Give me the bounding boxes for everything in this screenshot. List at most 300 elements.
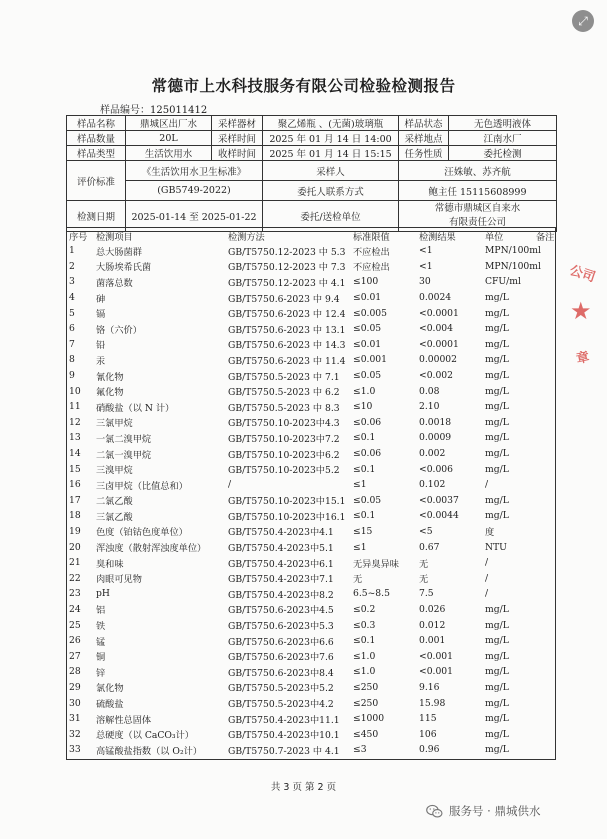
remark: [534, 633, 555, 649]
standard-limit: ≤0.1: [353, 432, 376, 444]
unit: mg/L: [485, 666, 509, 678]
row-number: 13: [69, 432, 81, 444]
standard-limit: 6.5~8.5: [353, 588, 390, 600]
results-header: [67, 228, 555, 243]
row-number: 27: [69, 650, 81, 662]
test-method: GB/T5750.6-2023 中 14.3: [228, 340, 346, 352]
row-number: 29: [69, 681, 81, 693]
test-method: GB/T5750.12-2023 中 7.3: [228, 262, 346, 274]
row-number: 16: [69, 479, 81, 491]
row-number: 23: [69, 588, 81, 600]
test-method: GB/T5750.7-2023 中 4.1: [228, 745, 340, 757]
unit: mg/L: [485, 385, 509, 397]
standard-limit: ≤1.0: [353, 666, 376, 678]
test-method: GB/T5750.4-2023中8.2: [228, 589, 334, 601]
unit: mg/L: [485, 494, 509, 506]
table-row: [67, 555, 555, 571]
unit: mg/L: [485, 650, 509, 662]
standard-limit: 无: [353, 574, 363, 586]
test-method: GB/T5750.6-2023中4.5: [228, 605, 334, 617]
unit: mg/L: [485, 292, 509, 304]
test-item: 总大肠菌群: [96, 246, 142, 258]
table-row: [67, 633, 555, 649]
row-number: 14: [69, 448, 81, 460]
test-result: 0.08: [419, 385, 440, 397]
table-row: [67, 274, 555, 290]
info-row: [67, 131, 557, 146]
red-seal-stamp: [560, 255, 607, 385]
info-value: 汪姝敏、苏齐航: [399, 161, 557, 181]
info-label: 采样器材: [212, 116, 263, 131]
test-item: 三卤甲烷（比值总和）: [96, 480, 188, 492]
info-label: 评价标准: [67, 161, 126, 201]
standard-limit: ≤250: [353, 681, 379, 693]
remark: [534, 742, 555, 758]
table-row: [67, 368, 555, 384]
test-method: GB/T5750.6-2023 中 13.1: [228, 324, 346, 336]
standard-limit: ≤0.05: [353, 494, 382, 506]
standard-limit: ≤0.05: [353, 370, 382, 382]
remark: [534, 680, 555, 696]
test-method: GB/T5750.6-2023中8.4: [228, 667, 334, 679]
table-row: [67, 742, 555, 758]
test-method: GB/T5750.4-2023中4.1: [228, 527, 334, 539]
standard-limit: ≤0.1: [353, 635, 376, 647]
table-row: [67, 617, 555, 633]
remark: [534, 726, 555, 742]
sample-info-table: [66, 115, 557, 232]
info-label: 检测日期: [67, 201, 126, 232]
test-item: 铁: [96, 621, 106, 633]
test-method: GB/T5750.10-2023中4.3: [228, 418, 340, 430]
test-item: 臭和味: [96, 558, 124, 570]
info-value: (GB5749-2022): [126, 181, 263, 201]
info-row: [67, 161, 557, 181]
test-method: GB/T5750.12-2023 中 4.1: [228, 277, 346, 289]
remark: [534, 415, 555, 431]
test-result: 0.67: [419, 541, 440, 553]
test-item: 肉眼可见物: [96, 574, 142, 586]
remark: [534, 602, 555, 618]
standard-limit: ≤3: [353, 744, 367, 756]
unit: /: [485, 479, 489, 491]
info-label: 样品状态: [399, 116, 449, 131]
page-footer: 共 3 页 第 2 页: [270, 782, 337, 793]
test-result: 0.002: [419, 448, 446, 460]
remark: [534, 290, 555, 306]
test-method: GB/T5750.4-2023中6.1: [228, 558, 334, 570]
table-row: [67, 259, 555, 275]
table-row: [67, 524, 555, 540]
test-method: /: [228, 479, 232, 491]
table-row: [67, 711, 555, 727]
remark: [534, 399, 555, 415]
wechat-icon: [426, 804, 443, 819]
remark: [534, 524, 555, 540]
info-label: 委托/送检单位: [263, 201, 399, 232]
row-number: 24: [69, 603, 81, 615]
results-body: [67, 243, 555, 758]
row-number: 32: [69, 728, 81, 740]
info-value: 生活饮用水: [126, 146, 212, 161]
row-number: 8: [69, 354, 75, 366]
row-number: 17: [69, 494, 81, 506]
test-result: <0.0044: [419, 510, 459, 522]
standard-limit: ≤100: [353, 276, 379, 288]
info-row: [67, 146, 557, 161]
test-result: <0.0001: [419, 338, 459, 350]
info-label: 采样人: [263, 161, 399, 181]
table-row: [67, 399, 555, 415]
remark: [534, 321, 555, 337]
table-row: [67, 430, 555, 446]
row-number: 25: [69, 619, 81, 631]
client-name-line1: 常德市鼎城区自来水: [434, 203, 521, 214]
unit: MPN/100ml: [485, 260, 541, 272]
test-item: 菌落总数: [96, 277, 133, 289]
test-item: 锌: [96, 667, 106, 679]
row-number: 9: [69, 370, 75, 382]
row-number: 4: [69, 292, 75, 304]
test-result: <0.002: [419, 370, 454, 382]
test-result: 15.98: [419, 697, 446, 709]
standard-limit: 不应检出: [353, 262, 390, 274]
row-number: 33: [69, 744, 81, 756]
test-method: GB/T5750.6-2023中6.6: [228, 636, 334, 648]
row-number: 1: [69, 245, 75, 257]
info-row: [67, 116, 557, 131]
table-row: [67, 337, 555, 353]
test-item: pH: [96, 588, 110, 600]
results-table: [67, 228, 555, 758]
test-result: <0.0001: [419, 307, 459, 319]
col-header: 备注: [536, 231, 555, 243]
row-number: 20: [69, 541, 81, 553]
unit: mg/L: [485, 635, 509, 647]
sample-number: 样品编号：125011412: [100, 105, 208, 116]
test-method: GB/T5750.10-2023中5.2: [228, 465, 340, 477]
table-row: [67, 539, 555, 555]
test-item: 高锰酸盐指数（以 O₂计）: [96, 745, 203, 757]
test-method: GB/T5750.5-2023 中 7.1: [228, 371, 340, 383]
test-method: GB/T5750.5-2023 中 6.2: [228, 387, 340, 399]
standard-limit: ≤0.3: [353, 619, 376, 631]
test-item: 氯化物: [96, 683, 124, 695]
standard-limit: ≤450: [353, 728, 379, 740]
test-method: GB/T5750.5-2023中4.2: [228, 699, 334, 711]
standard-limit: ≤0.1: [353, 510, 376, 522]
row-number: 3: [69, 276, 75, 288]
client-name-line2: 有限责任公司: [448, 217, 506, 228]
row-number: 5: [69, 307, 75, 319]
test-method: GB/T5750.6-2023 中 11.4: [228, 355, 346, 367]
standard-limit: ≤0.06: [353, 416, 382, 428]
info-label: 收样时间: [212, 146, 263, 161]
unit: mg/L: [485, 307, 509, 319]
test-item: 二氯一溴甲烷: [96, 449, 152, 461]
test-method: GB/T5750.4-2023中5.1: [228, 543, 334, 555]
stamp-text: 章: [574, 349, 591, 368]
test-result: 无: [419, 574, 429, 586]
row-number: 26: [69, 635, 81, 647]
col-header: 序号: [69, 231, 88, 243]
test-method: GB/T5750.6-2023中5.3: [228, 621, 334, 633]
test-result: 无: [419, 558, 429, 570]
unit: /: [485, 588, 489, 600]
table-row: [67, 461, 555, 477]
unit: mg/L: [485, 619, 509, 631]
unit: MPN/100ml: [485, 245, 541, 257]
info-label: 任务性质: [399, 146, 449, 161]
col-header: 检测结果: [419, 231, 456, 243]
row-number: 7: [69, 338, 75, 350]
unit: mg/L: [485, 338, 509, 350]
unit: mg/L: [485, 401, 509, 413]
test-method: GB/T5750.10-2023中15.1: [228, 496, 346, 508]
test-item: 镉: [96, 309, 106, 321]
test-result: <5: [419, 525, 433, 537]
test-result: 0.0018: [419, 416, 452, 428]
test-method: GB/T5750.6-2023 中 12.4: [228, 309, 346, 321]
remark: [534, 493, 555, 509]
test-item: 三溴甲烷: [96, 465, 133, 477]
info-value: 《生活饮用水卫生标准》: [126, 161, 263, 181]
standard-limit: ≤250: [353, 697, 379, 709]
table-row: [67, 477, 555, 493]
unit: mg/L: [485, 713, 509, 725]
test-item: 硝酸盐（以 N 计）: [96, 402, 175, 414]
row-number: 6: [69, 323, 75, 335]
test-result: 0.00002: [419, 354, 457, 366]
col-header: 单位: [485, 231, 504, 243]
test-result: 7.5: [419, 588, 434, 600]
unit: CFU/ml: [485, 276, 521, 288]
row-number: 18: [69, 510, 81, 522]
table-row: [67, 508, 555, 524]
test-item: 锰: [96, 636, 106, 648]
test-result: 106: [419, 728, 437, 740]
unit: mg/L: [485, 697, 509, 709]
unit: mg/L: [485, 416, 509, 428]
remark: [534, 352, 555, 368]
table-row: [67, 586, 555, 602]
results-table-frame: [66, 227, 556, 760]
test-item: 氟化物: [96, 387, 124, 399]
standard-limit: ≤0.001: [353, 354, 388, 366]
table-row: [67, 570, 555, 586]
test-result: 0.001: [419, 635, 446, 647]
table-row: [67, 664, 555, 680]
table-row: [67, 383, 555, 399]
remark: [534, 508, 555, 524]
row-number: 15: [69, 463, 81, 475]
info-label: 委托人联系方式: [263, 181, 399, 201]
info-label: 采样时间: [212, 131, 263, 146]
remark: [534, 477, 555, 493]
test-method: GB/T5750.6-2023中7.6: [228, 652, 334, 664]
test-item: 二氯乙酸: [96, 496, 133, 508]
test-method: GB/T5750.10-2023中6.2: [228, 449, 340, 461]
unit: mg/L: [485, 323, 509, 335]
table-row: [67, 290, 555, 306]
test-item: 汞: [96, 355, 106, 367]
stamp-star: ★: [570, 297, 592, 325]
test-result: 115: [419, 713, 437, 725]
test-result: 0.96: [419, 744, 440, 756]
remark: [534, 430, 555, 446]
test-method: GB/T5750.6-2023 中 9.4: [228, 293, 340, 305]
test-method: GB/T5750.12-2023 中 5.3: [228, 246, 346, 258]
table-row: [67, 695, 555, 711]
info-value: 2025-01-14 至 2025-01-22: [126, 201, 263, 232]
test-item: 色度（铂钴色度单位）: [96, 527, 188, 539]
unit: mg/L: [485, 728, 509, 740]
info-label: 采样地点: [399, 131, 449, 146]
table-row: [67, 680, 555, 696]
row-number: 28: [69, 666, 81, 678]
remark: [534, 461, 555, 477]
table-row: [67, 726, 555, 742]
standard-limit: ≤0.06: [353, 448, 382, 460]
test-result: <0.004: [419, 323, 454, 335]
unit: mg/L: [485, 354, 509, 366]
expand-icon[interactable]: ⤢: [572, 10, 594, 32]
test-item: 铜: [96, 652, 106, 664]
remark: [534, 570, 555, 586]
standard-limit: ≤15: [353, 525, 373, 537]
remark: [534, 664, 555, 680]
test-result: 2.10: [419, 401, 440, 413]
standard-limit: ≤1000: [353, 713, 385, 725]
row-number: 19: [69, 525, 81, 537]
test-item: 三氯甲烷: [96, 418, 133, 430]
test-item: 铬（六价）: [96, 324, 142, 336]
unit: 度: [485, 527, 495, 539]
remark: [534, 617, 555, 633]
remark: [534, 368, 555, 384]
remark: [534, 337, 555, 353]
standard-limit: 无异臭异味: [353, 558, 399, 570]
test-result: 30: [419, 276, 431, 288]
table-row: [67, 321, 555, 337]
row-number: 2: [69, 260, 75, 272]
remark: [534, 305, 555, 321]
test-method: GB/T5750.5-2023中5.2: [228, 683, 334, 695]
info-row: [67, 181, 557, 201]
test-result: 0.012: [419, 619, 446, 631]
info-label: 样品数量: [67, 131, 126, 146]
test-result: 0.102: [419, 479, 446, 491]
remark: [534, 274, 555, 290]
test-result: 9.16: [419, 681, 440, 693]
test-item: 浑浊度（散射浑浊度单位）: [96, 543, 207, 555]
test-item: 砷: [96, 293, 106, 305]
table-row: [67, 648, 555, 664]
row-number: 31: [69, 713, 81, 725]
test-item: 铅: [96, 340, 106, 352]
standard-limit: ≤0.05: [353, 323, 382, 335]
test-result: <0.0037: [419, 494, 459, 506]
standard-limit: ≤1: [353, 541, 367, 553]
test-result: <1: [419, 245, 433, 257]
test-item: 一氯二溴甲烷: [96, 433, 152, 445]
info-value: 2025 年 01 月 14 日 14:00: [263, 131, 399, 146]
test-item: 铝: [96, 605, 106, 617]
col-header: 标准限值: [353, 231, 390, 243]
watermark-text: 服务号 · 鼎城供水: [449, 804, 541, 818]
standard-limit: ≤0.005: [353, 307, 388, 319]
test-result: <0.001: [419, 650, 454, 662]
wechat-watermark: [426, 803, 540, 819]
standard-limit: ≤1: [353, 479, 367, 491]
standard-limit: ≤0.2: [353, 603, 376, 615]
remark: [534, 383, 555, 399]
remark: [534, 586, 555, 602]
col-header: 检测方法: [228, 231, 265, 243]
test-result: 0.026: [419, 603, 446, 615]
info-value: 20L: [126, 131, 212, 146]
unit: /: [485, 572, 489, 584]
test-result: <1: [419, 260, 433, 272]
test-item: 三氯乙酸: [96, 511, 133, 523]
remark: [534, 555, 555, 571]
info-value: 2025 年 01 月 14 日 15:15: [263, 146, 399, 161]
row-number: 22: [69, 572, 81, 584]
test-method: GB/T5750.4-2023中11.1: [228, 714, 340, 726]
remark: [534, 711, 555, 727]
standard-limit: ≤1.0: [353, 650, 376, 662]
unit: mg/L: [485, 744, 509, 756]
test-item: 溶解性总固体: [96, 714, 152, 726]
stamp-text: 公司: [567, 263, 598, 286]
info-value: 江南水厂: [449, 131, 557, 146]
test-item: 大肠埃希氏菌: [96, 262, 152, 274]
col-header: 检测项目: [96, 231, 133, 243]
standard-limit: ≤10: [353, 401, 373, 413]
test-method: GB/T5750.10-2023中7.2: [228, 433, 340, 445]
test-method: GB/T5750.4-2023中7.1: [228, 574, 334, 586]
table-row: [67, 602, 555, 618]
row-number: 21: [69, 557, 81, 569]
test-method: GB/T5750.5-2023 中 8.3: [228, 402, 340, 414]
table-row: [67, 243, 555, 259]
table-row: [67, 305, 555, 321]
remark: [534, 539, 555, 555]
unit: /: [485, 557, 489, 569]
remark: [534, 648, 555, 664]
test-result: 0.0024: [419, 292, 452, 304]
remark: [534, 446, 555, 462]
test-result: <0.001: [419, 666, 454, 678]
unit: NTU: [485, 541, 507, 553]
test-item: 硫酸盐: [96, 699, 124, 711]
table-row: [67, 493, 555, 509]
info-value: 委托检测: [449, 146, 557, 161]
unit: mg/L: [485, 370, 509, 382]
unit: mg/L: [485, 510, 509, 522]
unit: mg/L: [485, 603, 509, 615]
test-item: 氰化物: [96, 371, 124, 383]
row-number: 12: [69, 416, 81, 428]
unit: mg/L: [485, 681, 509, 693]
table-row: [67, 415, 555, 431]
test-method: GB/T5750.4-2023中10.1: [228, 730, 340, 742]
standard-limit: ≤0.01: [353, 338, 382, 350]
info-label: 样品类型: [67, 146, 126, 161]
table-row: [67, 446, 555, 462]
test-result: 0.0009: [419, 432, 452, 444]
unit: mg/L: [485, 432, 509, 444]
